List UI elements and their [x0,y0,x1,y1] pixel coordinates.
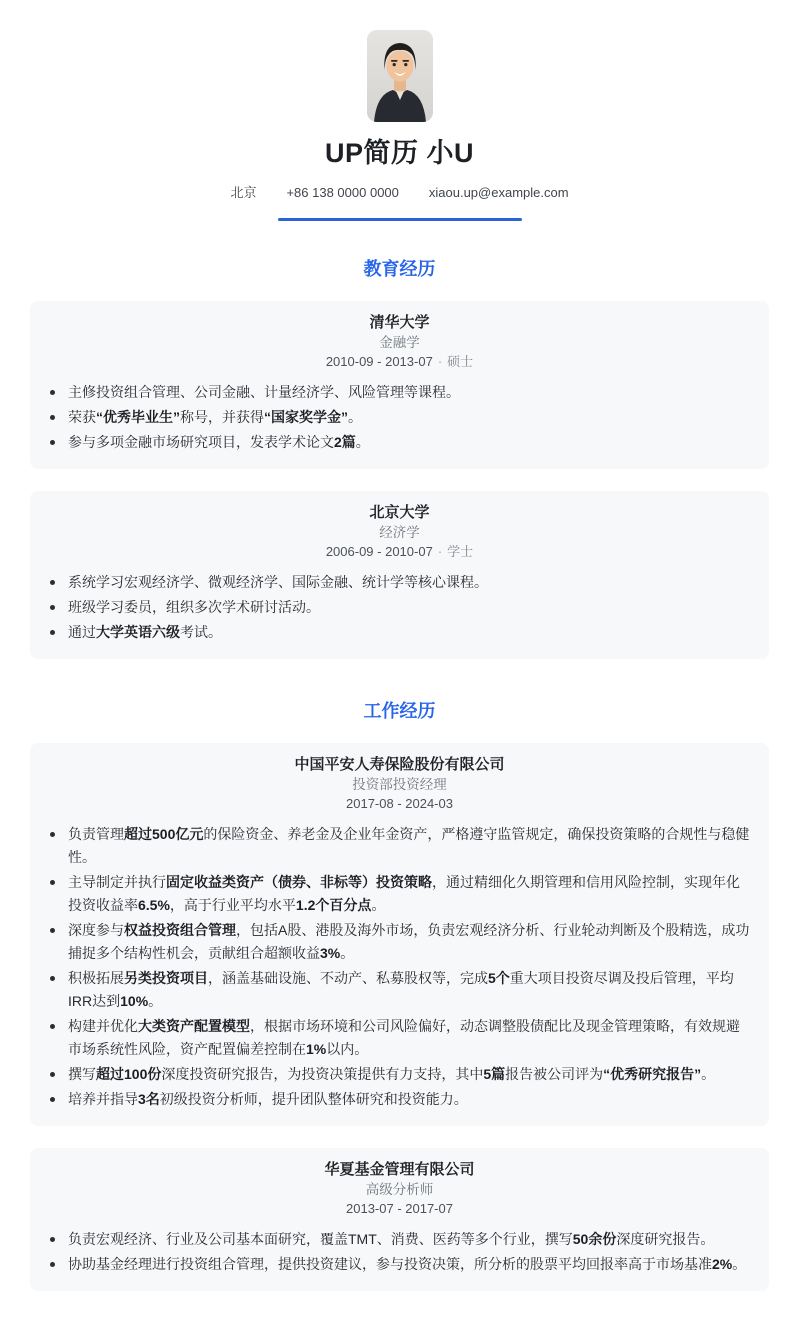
bullet-item [48,1063,751,1086]
bullet-item [48,1228,751,1251]
bullet-bold-segment: 超过500亿元 [124,826,204,842]
entry-period: 2010-09 - 2013-07 [325,354,433,369]
bullet-plain-segment: 。 [340,945,355,961]
bullet-bold-segment: 5个 [488,970,510,986]
bullet-bold-segment: 5篇 [483,1066,506,1082]
bullet-bold-segment: “国家奖学金” [264,409,348,425]
entry-period: 2006-09 - 2010-07 [325,544,433,559]
entry-header [48,755,751,813]
bullet-plain-segment: 荣获 [68,409,96,425]
bullet-plain-segment: 。 [701,1066,716,1082]
entry-org: 中国平安人寿保险股份有限公司 [294,756,505,773]
bullet-plain-segment: 深度参与 [68,922,124,938]
bullet-bold-segment: 另类投资项目 [124,970,208,986]
bullet-bold-segment: 10% [120,993,149,1009]
entry-dateline [48,795,751,813]
bullet-item [48,871,751,917]
bullet-plain-segment: 深度研究报告。 [616,1231,715,1247]
entry-degree: 学士 [447,544,474,559]
bullet-plain-segment: 深度投资研究报告，为投资决策提供有力支持，其中 [161,1066,484,1082]
bullet-plain-segment: 积极拓展 [68,970,124,986]
bullet-plain-segment: 报告被公司评为 [505,1066,604,1082]
bullet-plain-segment: 负责管理 [68,826,124,842]
bullet-plain-segment: 考试。 [180,624,222,640]
section-title: 教育经历 [363,259,436,279]
entry-header [48,1160,751,1218]
bullet-plain-segment: 重大项目投资尽调及投后管理，平均IRR达到 [68,970,734,1009]
bullet-plain-segment: 协助基金经理进行投资组合管理，提供投资建议，参与投资决策，所分析的股票平均回报率高于市场基准 [68,1256,712,1272]
bullet-item [48,1088,751,1111]
entry-bullets [48,381,751,454]
bullet-item [48,596,751,619]
bullet-text [68,409,362,425]
bullet-text [68,874,740,913]
resume-section [0,257,799,659]
entry-bullets [48,823,751,1111]
bullet-plain-segment: 。 [355,434,370,450]
bullet-plain-segment: 主导制定并执行 [68,874,166,890]
bullet-plain-segment: 参与多项金融市场研究项目，发表学术论文 [68,434,334,450]
bullet-text [68,1256,746,1272]
experience-card [30,491,769,659]
bullet-text [68,970,734,1009]
experience-card [30,1148,769,1291]
bullet-bold-segment: 大学英语六级 [96,624,180,640]
bullet-plain-segment: ，包括A股、港股及海外市场，负责宏观经济分析、行业轮动判断及个股精选，成功捕捉多个结构性机会，贡献组合超额收益 [68,922,750,961]
bullet-plain-segment: 系统学习宏观经济学、微观经济学、国际金融、统计学等核心课程。 [68,574,488,590]
bullet-bold-segment: “优秀研究报告” [603,1066,702,1082]
bullet-plain-segment: 班级学习委员，组织多次学术研讨活动。 [68,599,320,615]
entry-dateline [48,353,751,371]
bullet-plain-segment: ，涵盖基础设施、不动产、私募股权等，完成 [208,970,488,986]
bullet-plain-segment: 撰写 [68,1066,96,1082]
bullet-plain-segment: ，通过精细化久期管理和信用风险控制，实现年化投资收益率 [68,874,740,913]
bullet-text [68,1018,740,1057]
bullet-plain-segment: 初级投资分析师，提升团队整体研究和投资能力。 [159,1091,468,1107]
bullet-item [48,431,751,454]
entry-bullets [48,1228,751,1276]
bullet-plain-segment: ，高于行业平均水平 [169,897,296,913]
entry-subtitle: 投资部投资经理 [352,777,447,792]
bullet-plain-segment: 的保险资金、养老金及企业年金资产，严格遵守监管规定，确保投资策略的合规性与稳健性。 [68,826,750,865]
bullet-text [68,1231,714,1247]
bullet-item [48,1015,751,1061]
bullet-item [48,823,751,869]
bullet-bold-segment: 50余份 [572,1231,617,1247]
section-cards [30,301,769,659]
bullet-item [48,406,751,429]
entry-org: 清华大学 [369,314,430,331]
contact-location: 北京 [230,185,257,200]
resume-sections [0,257,799,1291]
bullet-plain-segment: 负责宏观经济、行业及公司基本面研究，覆盖TMT、消费、医药等多个行业，撰写 [68,1231,573,1247]
entry-period: 2017-08 - 2024-03 [346,796,453,811]
bullet-item [48,1253,751,1276]
entry-header [48,313,751,371]
bullet-bold-segment: 大类资产配置模型 [138,1018,250,1034]
bullet-plain-segment: 。 [371,897,386,913]
bullet-bold-segment: 1% [306,1041,327,1057]
name-title: UP简历 小U [324,138,474,168]
bullet-plain-segment: 培养并指导 [68,1091,138,1107]
bullet-bold-segment: 固定收益类资产（债券、非标等）投资策略 [166,874,432,890]
entry-header [48,503,751,561]
entry-dot-separator: · [437,544,443,559]
resume-section [0,699,799,1291]
bullet-plain-segment: 。 [148,993,163,1009]
bullet-plain-segment: 。 [732,1256,747,1272]
bullet-text [68,826,749,865]
avatar-photo [367,30,433,122]
bullet-bold-segment: 1.2个百分点 [295,897,372,913]
entry-subtitle: 高级分析师 [365,1182,434,1197]
bullet-plain-segment: 通过 [68,624,96,640]
bullet-item [48,967,751,1013]
section-cards [30,743,769,1291]
bullet-text [68,574,488,590]
bullet-text [68,624,222,640]
bullet-item [48,381,751,404]
entry-subtitle: 经济学 [379,525,420,540]
bullet-item [48,621,751,644]
bullet-text [68,922,749,961]
bullet-bold-segment: 权益投资组合管理 [124,922,236,938]
bullet-text [68,384,460,400]
entry-degree: 硕士 [447,354,474,369]
bullet-text [68,599,320,615]
contact-row [0,184,799,202]
bullet-plain-segment: 称号，并获得 [180,409,264,425]
experience-card [30,743,769,1126]
bullet-text [68,1066,715,1082]
header-divider [278,218,522,221]
entry-dot-separator: · [437,354,443,369]
entry-subtitle: 金融学 [379,335,420,350]
bullet-plain-segment: 主修投资组合管理、公司金融、计量经济学、风险管理等课程。 [68,384,460,400]
experience-card [30,301,769,469]
bullet-item [48,919,751,965]
bullet-text [68,434,370,450]
portrait-illustration [367,30,433,122]
entry-dateline [48,543,751,561]
bullet-bold-segment: 3名 [138,1091,160,1107]
bullet-item [48,571,751,594]
bullet-bold-segment: 2篇 [334,434,356,450]
bullet-bold-segment: 2% [712,1256,733,1272]
entry-dateline [48,1200,751,1218]
bullet-bold-segment: 6.5% [138,897,170,913]
entry-org: 华夏基金管理有限公司 [324,1161,475,1178]
bullet-plain-segment: 。 [348,409,362,425]
contact-phone: +86 138 0000 0000 [286,185,399,200]
bullet-plain-segment: ，根据市场环境和公司风险偏好，动态调整股债配比及现金管理策略，有效规避市场系统性风险，资产配置偏差控制在 [68,1018,740,1057]
entry-period: 2013-07 - 2017-07 [346,1201,453,1216]
bullet-bold-segment: 3% [320,945,341,961]
bullet-plain-segment: 构建并优化 [68,1018,138,1034]
bullet-bold-segment: “优秀毕业生” [96,409,180,425]
bullet-bold-segment: 超过100份 [96,1066,162,1082]
contact-email: xiaou.up@example.com [428,185,569,200]
bullet-text [68,1091,468,1107]
entry-bullets [48,571,751,644]
bullet-plain-segment: 以内。 [326,1041,369,1057]
resume-header [0,0,799,221]
section-title: 工作经历 [363,701,436,721]
entry-org: 北京大学 [369,504,430,521]
